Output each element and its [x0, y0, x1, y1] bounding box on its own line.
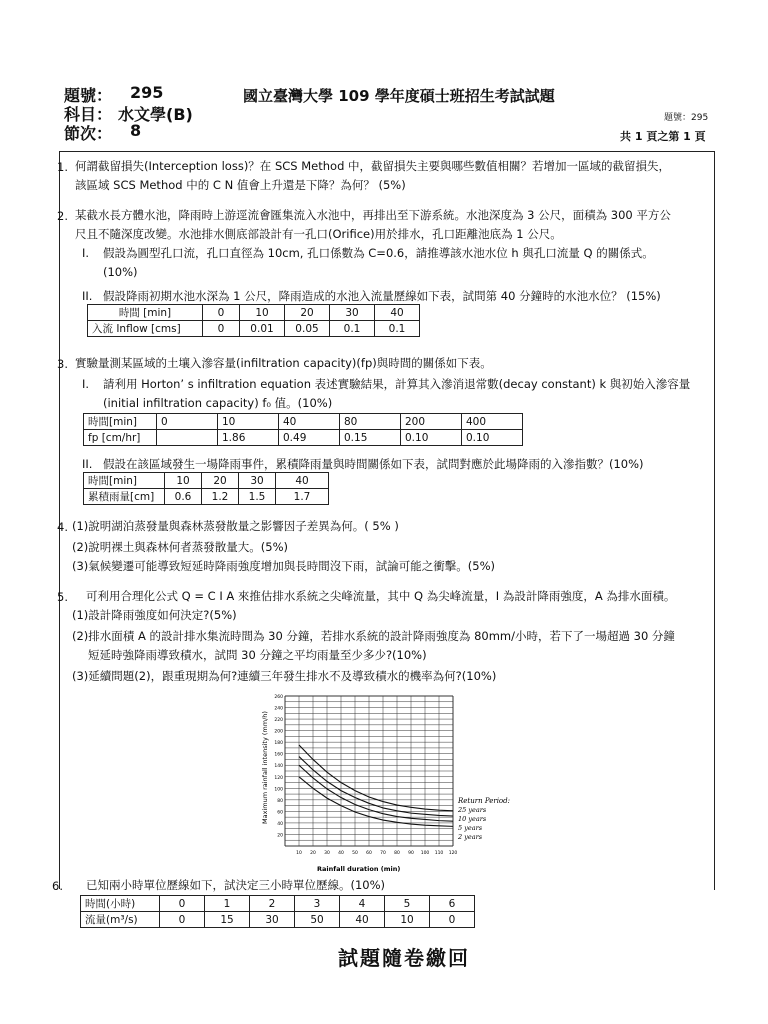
y-tick-label: 200	[274, 729, 283, 735]
q2-i-line2: (10%)	[103, 265, 138, 279]
idf-curve-1	[299, 757, 453, 816]
table-cell: 0	[203, 321, 240, 337]
table-cell: 6	[430, 896, 475, 912]
table-cell: 3	[295, 896, 340, 912]
table-cell: 30	[330, 305, 375, 321]
table-cell: 0	[430, 912, 475, 928]
q2-line1: 某截水長方體水池，降雨時上游逕流會匯集流入水池中，再排出至下游系統。水池深度為 3 公尺，面積為 300 平方公	[75, 208, 671, 222]
q3-infiltration-table	[83, 413, 523, 446]
y-tick-label: 40	[277, 821, 283, 827]
q1-number: 1.	[57, 160, 68, 174]
table-cell: 1	[205, 896, 250, 912]
chart-y-ticks	[274, 694, 283, 838]
y-tick-label: 240	[274, 706, 283, 712]
table-cell: 10	[385, 912, 430, 928]
table-header-cell: fp [cm/hr]	[84, 430, 157, 446]
page-count: 共 1 頁之第 1 頁	[620, 130, 706, 143]
q1-line1: 何謂截留損失(Interception loss)？在 SCS Method 中，截留損失主要與哪些數值相關？若增加一區域的截留損失，	[75, 159, 671, 173]
footer-note: 試題隨卷繳回	[338, 946, 470, 970]
table-cell: 30	[250, 912, 295, 928]
q2-line2: 尺且不隨深度改變。水池排水側底部設計有一孔口(Orifice)用於排水，孔口距離池底為 1 公尺。	[75, 227, 562, 241]
q5-line2: (1)設計降雨強度如何決定?(5%)	[72, 608, 237, 622]
q4-line1: (1)說明湖泊蒸發量與森林蒸發散量之影響因子差異為何。( 5% )	[72, 519, 399, 533]
table-cell: 0.10	[401, 430, 462, 446]
legend-item-10: 10 years	[458, 815, 487, 823]
q2-ii-line1: 假設降雨初期水池水深為 1 公尺，降雨造成的水池入流量歷線如下表，試問第 40 分鐘時的水池水位？ (15%)	[103, 289, 661, 303]
table-header-cell: 時間[min]	[84, 473, 165, 489]
x-tick-label: 120	[448, 851, 458, 856]
table-cell: 15	[205, 912, 250, 928]
y-tick-label: 120	[274, 775, 283, 781]
session-label: 節次：	[64, 124, 113, 143]
table-cell: 40	[276, 473, 329, 489]
table-row	[84, 414, 523, 430]
y-tick-label: 80	[277, 798, 283, 804]
q5-line4: 短延時強降雨導致積水，試問 30 分鐘之平均雨量至少多少?(10%)	[88, 648, 427, 662]
table-cell: 0	[160, 912, 205, 928]
table-cell: 20	[202, 473, 239, 489]
table-cell: 40	[279, 414, 340, 430]
table-cell: 0.15	[340, 430, 401, 446]
q4-line3: (3)氣候變遷可能導致短延時降雨強度增加與長時間沒下雨，試論可能之衝擊。(5%)	[72, 559, 496, 573]
idf-curve-2	[299, 765, 453, 821]
small-question-number: 題號：295	[664, 113, 709, 123]
legend-item-25: 25 years	[458, 806, 487, 814]
subject-value: 水文學(B)	[118, 105, 193, 124]
table-row	[88, 321, 420, 337]
table-cell: 1.7	[276, 489, 329, 505]
y-tick-label: 220	[274, 718, 283, 724]
q6-line1: 已知兩小時單位歷線如下，試決定三小時單位歷線。(10%)	[86, 878, 386, 892]
table-cell: 2	[250, 896, 295, 912]
table-cell: 0	[203, 305, 240, 321]
table-header-cell: 時間(小時)	[81, 896, 160, 912]
table-cell: 1.5	[239, 489, 276, 505]
table-cell: 10	[165, 473, 202, 489]
q2-number: 2.	[57, 209, 68, 223]
q5-number: 5.	[57, 590, 68, 604]
table-cell: 1.86	[218, 430, 279, 446]
x-tick-label: 110	[434, 851, 444, 856]
table-cell: 5	[385, 896, 430, 912]
x-tick-label: 80	[394, 851, 400, 856]
table-header-cell: 累積雨量[cm]	[84, 489, 165, 505]
x-tick-label: 20	[310, 851, 316, 856]
table-cell: 10	[240, 305, 285, 321]
y-tick-label: 20	[277, 833, 283, 839]
table-cell	[157, 430, 218, 446]
table-cell: 30	[239, 473, 276, 489]
table-cell: 0.1	[375, 321, 420, 337]
table-cell: 50	[295, 912, 340, 928]
y-tick-label: 100	[274, 787, 283, 793]
question-number-label: 題號：	[64, 86, 113, 105]
y-tick-label: 160	[274, 752, 283, 758]
chart-curves	[299, 745, 453, 826]
x-tick-label: 30	[324, 851, 330, 856]
q5-line3: (2)排水面積 A 的設計排水集流時間為 30 分鐘，若排水系統的設計降雨強度為 80mm/小時，若下了一場超過 30 分鐘	[72, 629, 675, 643]
q3-number: 3.	[57, 357, 68, 371]
table-cell: 10	[218, 414, 279, 430]
table-cell: 80	[340, 414, 401, 430]
table-cell: 0.49	[279, 430, 340, 446]
table-cell: 0	[157, 414, 218, 430]
idf-curve-3	[299, 777, 453, 827]
chart-grid	[285, 696, 453, 846]
table-cell: 0.05	[285, 321, 330, 337]
question-number-value: 295	[130, 83, 164, 102]
table-row	[84, 473, 329, 489]
x-tick-label: 60	[366, 851, 372, 856]
q3-ii-line1: 假設在該區域發生一場降雨事件，累積降雨量與時間關係如下表，試問對應於此場降雨的入滲指數？(10%)	[103, 457, 644, 471]
chart-xlabel: Rainfall duration (min)	[317, 865, 401, 873]
table-cell: 40	[375, 305, 420, 321]
x-tick-label: 10	[296, 851, 302, 856]
table-row	[88, 305, 420, 321]
table-cell: 4	[340, 896, 385, 912]
y-tick-label: 140	[274, 764, 283, 770]
q3-line1: 實驗量測某區域的土壤入滲容量(infiltration capacity)(fp)與時間的關係如下表。	[75, 356, 492, 370]
q2-inflow-table	[87, 304, 420, 337]
legend-item-5: 5 years	[458, 824, 483, 832]
x-tick-label: 50	[352, 851, 358, 856]
table-row	[81, 896, 475, 912]
table-cell: 20	[285, 305, 330, 321]
q2-i-label: I.	[82, 246, 90, 260]
table-header-cell: 入流 Inflow [cms]	[88, 321, 203, 337]
y-tick-label: 60	[277, 810, 283, 816]
q3-i-line2: (initial infiltration capacity) f₀ 值。(10%)	[103, 396, 333, 410]
table-row	[84, 430, 523, 446]
q4-number: 4.	[57, 520, 68, 534]
q3-rainfall-table	[83, 472, 329, 505]
chart-ylabel: Maximum rainfall intensity (mm/h)	[261, 711, 269, 824]
y-tick-label: 260	[274, 695, 283, 700]
exam-title: 國立臺灣大學 109 學年度碩士班招生考試試題	[243, 87, 555, 105]
q5-line1: 可利用合理化公式 Q = C I A 來推估排水系統之尖峰流量，其中 Q 為尖峰流量，I 為設計降雨強度，A 為排水面積。	[86, 589, 676, 603]
x-tick-label: 100	[420, 851, 430, 856]
table-header-cell: 流量(m³/s)	[81, 912, 160, 928]
table-row	[84, 489, 329, 505]
q6-hydrograph-table	[80, 895, 475, 928]
table-cell: 1.2	[202, 489, 239, 505]
q3-i-label: I.	[82, 377, 90, 391]
q5-line5: (3)延續問題(2)，跟重現期為何?連續三年發生排水不及導致積水的機率為何?(10%)	[72, 669, 497, 683]
session-value: 8	[130, 121, 142, 140]
chart-x-ticks	[296, 850, 457, 856]
legend-item-2: 2 years	[458, 833, 483, 841]
table-cell: 0	[160, 896, 205, 912]
table-row	[81, 912, 475, 928]
q3-ii-label: II.	[82, 457, 93, 471]
subject-label: 科目：	[64, 105, 113, 124]
x-tick-label: 70	[380, 851, 386, 856]
table-header-cell: 時間[min]	[84, 414, 157, 430]
q2-i-line1: 假設為圓型孔口流，孔口直徑為 10cm, 孔口係數為 C=0.6，請推導該水池水位 h 與孔口流量 Q 的關係式。	[103, 246, 654, 260]
table-cell: 0.01	[240, 321, 285, 337]
q3-i-line1: 請利用 Horton’ s infiltration equation 表述實驗結果，計算其入滲消退常數(decay constant) k 與初始入滲容量	[103, 377, 691, 391]
table-cell: 0.1	[330, 321, 375, 337]
q4-line2: (2)說明裸土與森林何者蒸發散量大。(5%)	[72, 540, 289, 554]
table-cell: 400	[462, 414, 523, 430]
table-cell: 0.6	[165, 489, 202, 505]
table-cell: 0.10	[462, 430, 523, 446]
idf-chart	[255, 688, 525, 876]
table-cell: 40	[340, 912, 385, 928]
q6-number: 6.	[52, 879, 63, 893]
table-cell: 200	[401, 414, 462, 430]
y-tick-label: 180	[274, 741, 283, 747]
q2-ii-label: II.	[82, 289, 93, 303]
x-tick-label: 40	[338, 851, 344, 856]
table-header-cell: 時間 [min]	[88, 305, 203, 321]
q1-line2: 該區域 SCS Method 中的 C N 值會上升還是下降？為何？ (5%)	[75, 178, 406, 192]
legend-title: Return Period:	[458, 797, 510, 805]
x-tick-label: 90	[408, 851, 414, 856]
